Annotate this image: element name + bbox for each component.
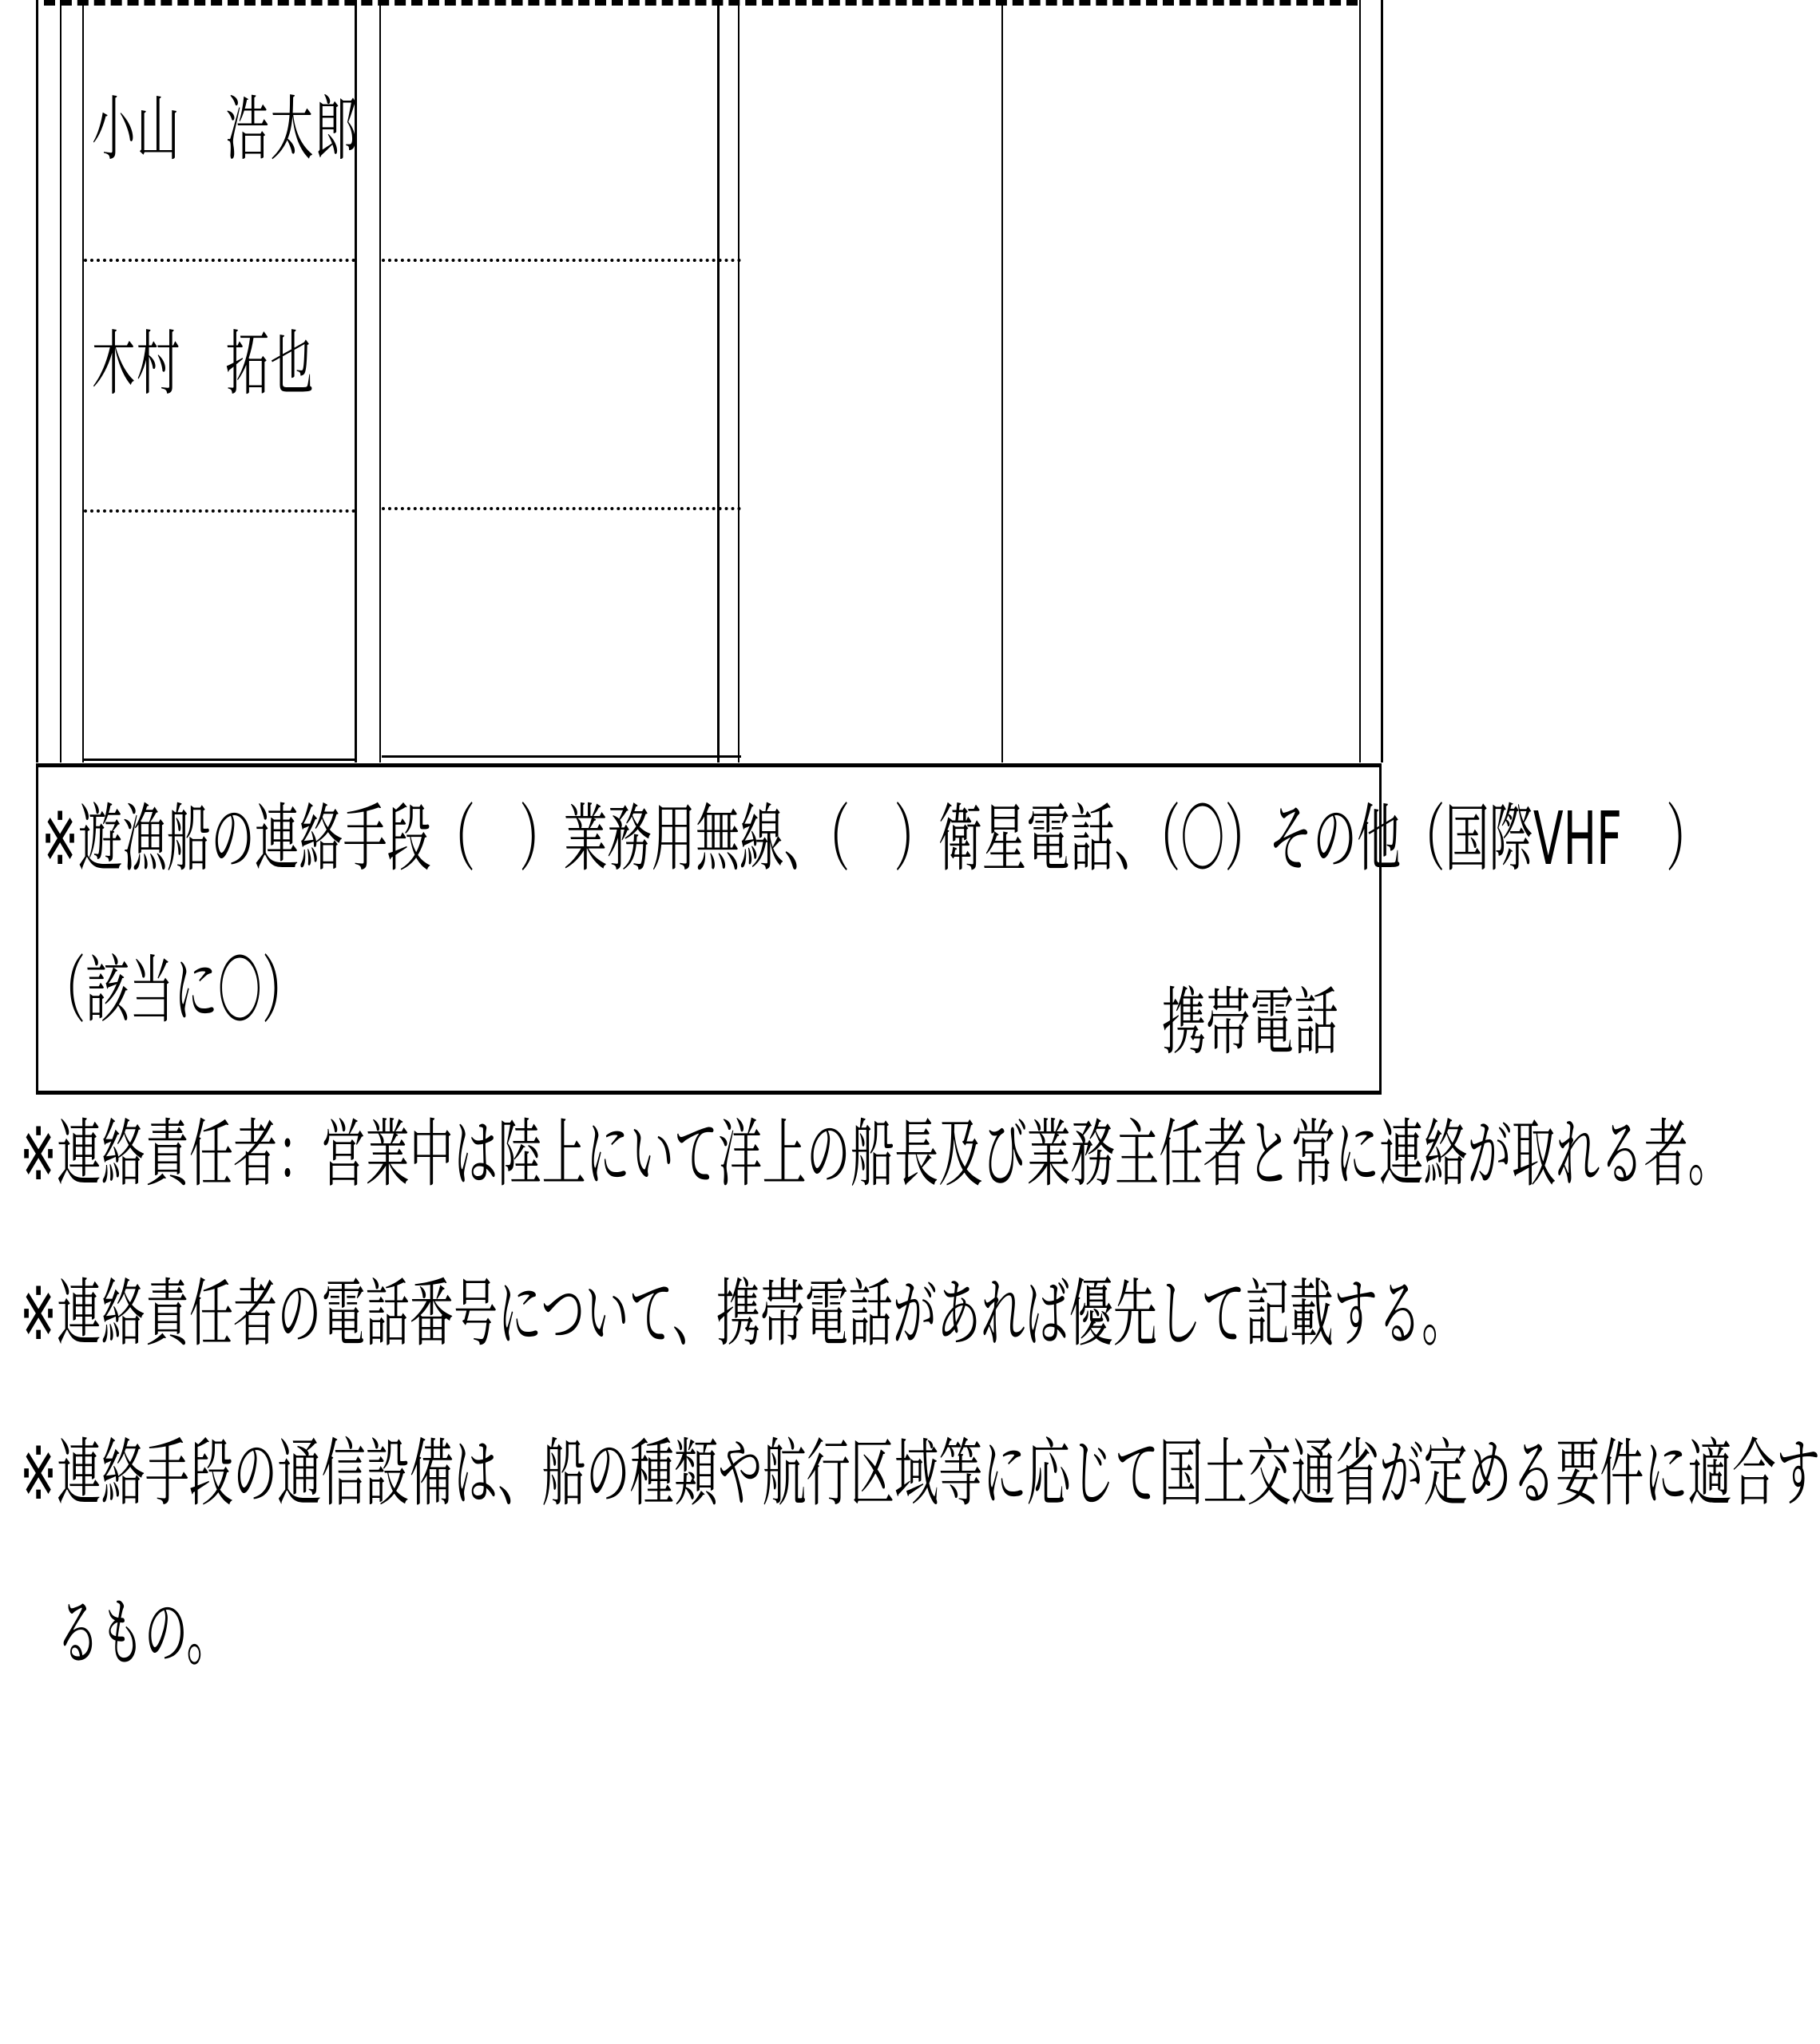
communication-instruction: （該当に〇） [42,948,307,1033]
row-separator [382,507,741,510]
box-left-border [36,763,38,1093]
table-outer-left-border [36,0,38,763]
communication-methods-line: ※遊漁船の連絡手段（ ）業務用無線、（ ）衛星電話、（〇）その他（国際VHF ） [42,796,1711,881]
cell-bottom-border [382,755,741,758]
table-inner-left-border [60,0,61,763]
note-line: ※連絡手段の通信設備は、船の種類や航行区域等に応じて国土交通省が定める要件に適合す [20,1431,1820,1516]
communication-other-detail: 携帯電話 [1162,980,1338,1065]
box-bottom-border [36,1091,1382,1095]
contact-name: 小山 浩太郎 [92,88,359,170]
table-outer-right-border [1381,0,1383,763]
table-column-divider [82,0,84,763]
table-column-divider [1359,0,1361,763]
row-separator [84,259,355,262]
table-column-divider [717,0,720,763]
table-column-divider [738,0,739,763]
row-separator [84,509,355,513]
table-column-divider [1001,0,1003,763]
table-top-border [44,0,1358,6]
note-line: ※連絡責任者：営業中は陸上にいて洋上の船長及び業務主任者と常に連絡が取れる者。 [20,1111,1732,1197]
cell-bottom-border [84,759,355,761]
table-column-divider [379,0,381,763]
box-top-border [36,763,1382,767]
row-separator [382,259,741,262]
note-line: ※連絡責任者の電話番号について、携帯電話があれば優先して記載する。 [20,1271,1466,1357]
note-line: るもの。 [56,1590,231,1676]
contact-name: 木村 拓也 [92,323,315,405]
